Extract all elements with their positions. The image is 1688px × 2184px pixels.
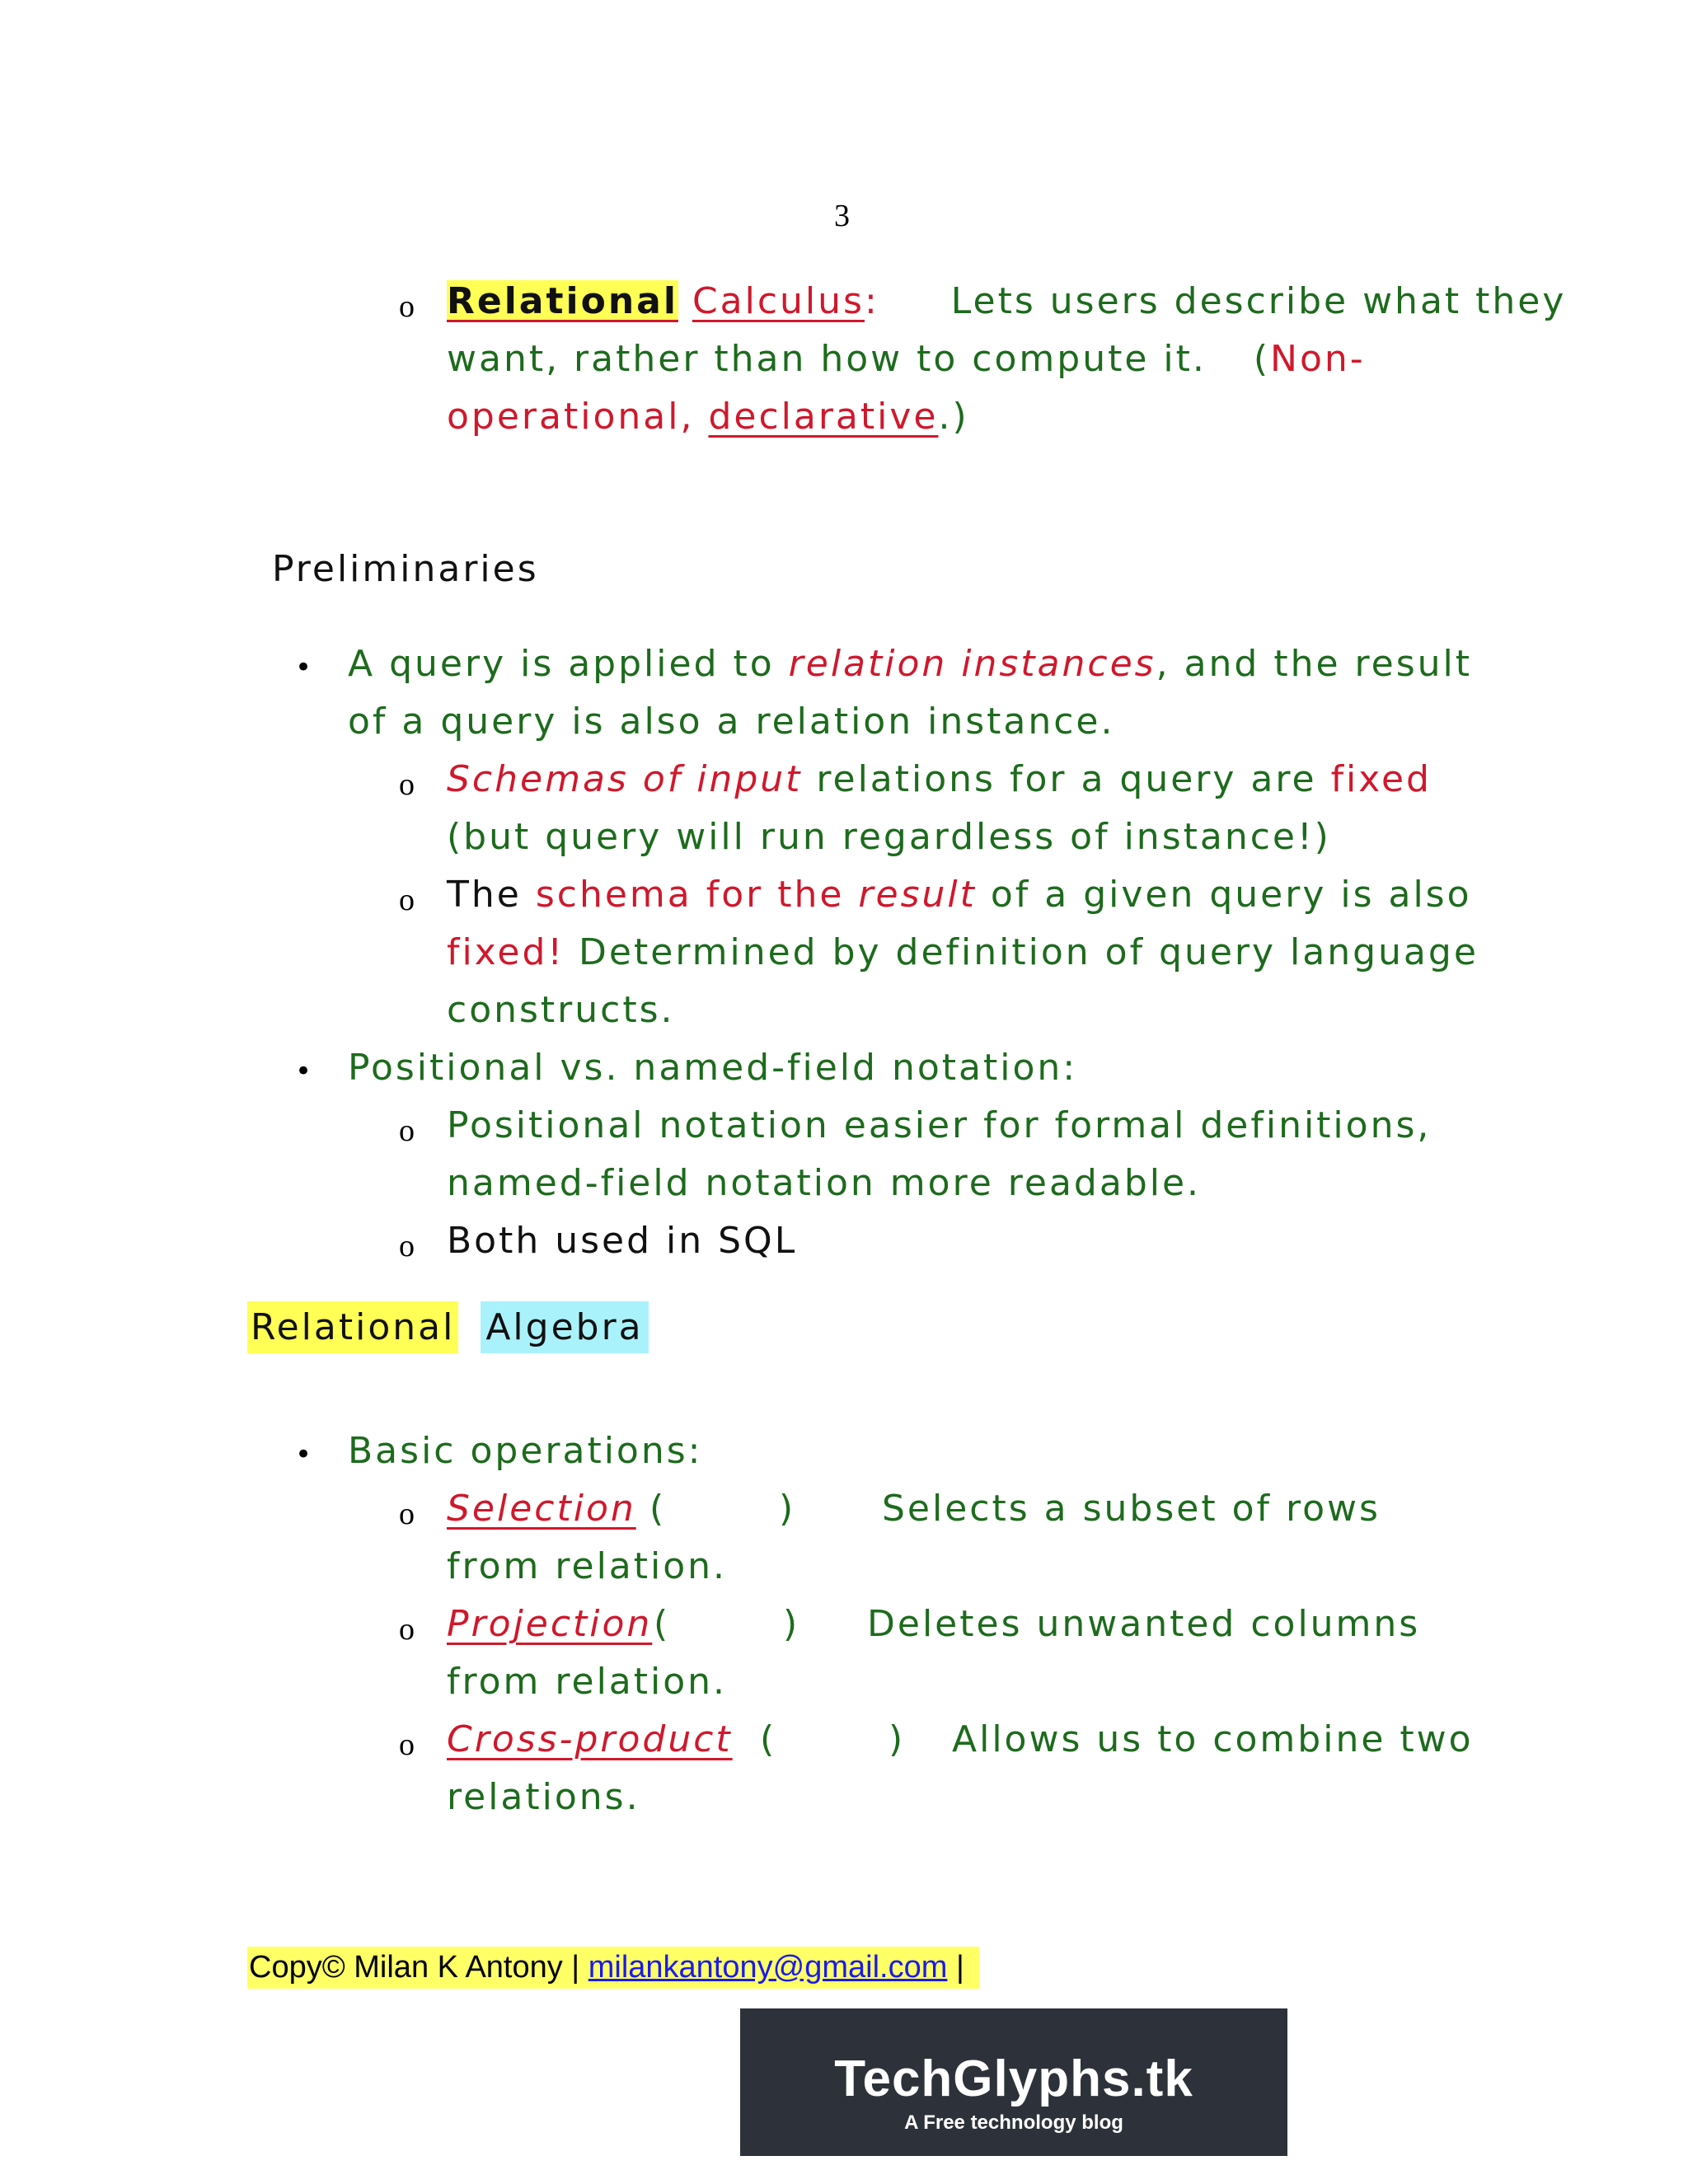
prelim-sub-3-line-1: Positional notation easier for formal definitions, [447,1104,1432,1146]
op-selection-desc: Selects a subset of rows [882,1488,1381,1530]
algebra-heading-algebra: Algebra [481,1301,648,1353]
calculus-line-1 [447,280,1566,322]
op-projection-line-2: from relation. [447,1661,728,1703]
sub-bullet: o [399,1113,415,1148]
sub-bullet: o [399,767,415,802]
prelim-sub-4: Both used in SQL [447,1220,798,1262]
op-cross-product-desc: Allows us to combine two [952,1718,1474,1760]
op-selection-name: Selection [447,1488,636,1530]
prelim-sub-1-line-2: (but query will run regardless of instance!) [447,816,1331,858]
op-cross-product-paren-open: ( [760,1718,777,1760]
prelim-b1-b: , and the result [1156,643,1473,685]
footer-copy-text: Copy© Milan K Antony | [249,1950,580,1985]
calculus-term-relational: Relational [447,280,678,322]
bullet: • [295,651,312,684]
prelim-s2-green: of a given query is also [990,874,1472,916]
calculus-paren: ( [1253,338,1271,380]
op-projection-name: Projection [447,1603,653,1645]
techglyphs-logo[interactable] [740,2008,1287,2156]
prelim-s1-red1: Schemas of input [447,758,803,800]
op-cross-product-paren-close: ) [889,1718,906,1760]
prelim-s2-the: The [447,874,522,916]
sub-bullet: o [399,1612,415,1647]
op-cross-product-name: Cross-product [447,1718,733,1760]
op-projection-paren-open: ( [654,1603,671,1645]
calculus-desc-2: want, rather than how to compute it. [447,338,1207,380]
calculus-end: .) [938,396,969,438]
algebra-heading-relational: Relational [247,1301,458,1353]
op-selection-paren-open: ( [649,1488,667,1530]
prelim-s2-fixed: fixed! [447,931,565,973]
op-selection-paren-close: ) [779,1488,796,1530]
footer-separator: | [955,1950,964,1985]
prelim-s2-schema: schema for the [535,874,845,916]
op-cross-product-line-2: relations. [447,1776,640,1818]
page-number: 3 [834,199,850,233]
bullet: • [295,1438,312,1471]
calculus-colon: : [864,280,879,322]
calculus-operational: operational, [447,396,695,438]
bullet: • [295,1055,312,1088]
footer-email-link[interactable]: milankantony@gmail.com [588,1950,948,1985]
sub-bullet: o [399,1497,415,1531]
prelim-b1-red: relation instances [788,643,1156,685]
preliminaries-heading: Preliminaries [272,548,539,590]
prelim-s1-green: relations for a query are [816,758,1317,800]
sub-bullet: o [399,1727,415,1762]
calculus-line-3 [447,396,969,438]
algebra-bullet-1: Basic operations: [348,1430,703,1472]
calculus-line-2 [447,338,1366,380]
prelim-sub-1-line-1 [447,758,1432,800]
op-selection-line-2: from relation. [447,1545,728,1587]
calculus-nonop: Non- [1270,338,1366,380]
prelim-sub-3-line-2: named-field notation more readable. [447,1162,1202,1204]
sub-bullet: o [399,1229,415,1263]
prelim-sub-2-line-2 [447,931,1479,973]
op-projection-desc: Deletes unwanted columns [867,1603,1421,1645]
prelim-bullet-2: Positional vs. named-field notation: [348,1047,1078,1089]
logo-tagline: A Free technology blog [904,2111,1123,2134]
calculus-term-calculus: Calculus [692,280,865,322]
logo-name: TechGlyphs.tk [834,2050,1193,2107]
sub-bullet: o [399,883,415,917]
algebra-heading [247,1306,649,1348]
prelim-bullet-1-line-1 [348,643,1472,685]
sub-bullet: o [399,289,415,324]
prelim-sub-2-line-3: constructs. [447,989,675,1031]
prelim-sub-2-line-1 [447,874,1472,916]
op-projection-paren-close: ) [783,1603,800,1645]
prelim-b1-a: A query is applied to [348,643,775,685]
prelim-bullet-1-line-2: of a query is also a relation instance. [348,701,1115,743]
calculus-desc: Lets users describe what they [950,280,1567,322]
prelim-s2-result: result [858,874,977,916]
prelim-s2-determined: Determined by definition of query language [579,931,1479,973]
footer-copyright [247,1947,979,1989]
calculus-declarative: declarative [708,396,939,438]
prelim-s1-red2: fixed [1330,758,1432,800]
